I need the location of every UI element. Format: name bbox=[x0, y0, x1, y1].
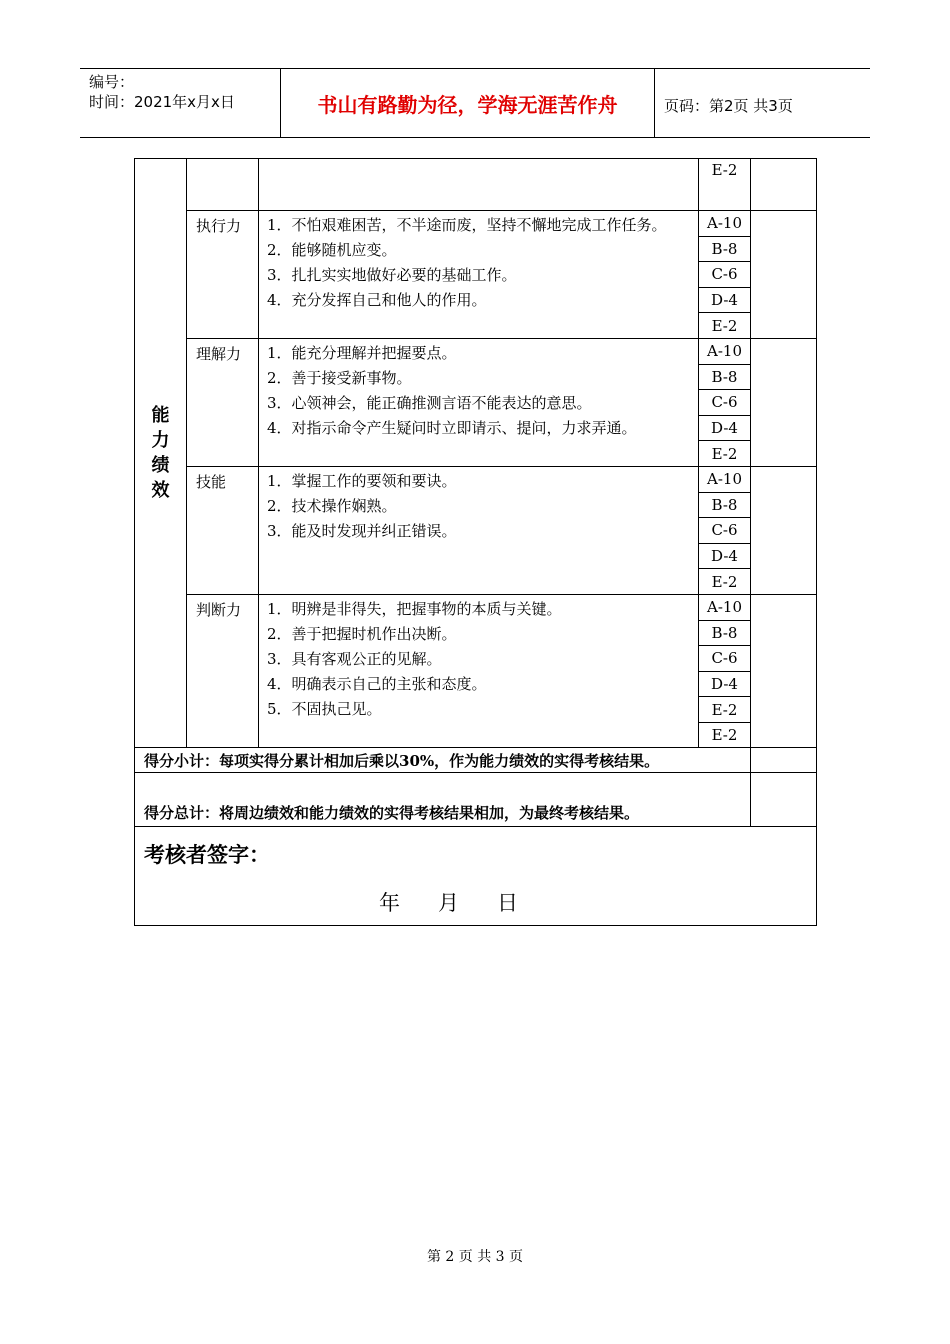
grade-cell: E-2 bbox=[699, 697, 751, 723]
page-header bbox=[80, 68, 870, 138]
empty-items-cell bbox=[259, 159, 699, 211]
criterion-item: 1．掌握工作的要领和要诀。 bbox=[267, 471, 457, 490]
grade-cell: C-6 bbox=[699, 262, 751, 288]
section-items bbox=[259, 338, 699, 466]
grade-cell: A-10 bbox=[699, 211, 751, 237]
signature-row bbox=[135, 827, 817, 926]
subtotal-row bbox=[135, 748, 817, 773]
grade-cell: D-4 bbox=[699, 671, 751, 697]
grade-cell: E-2 bbox=[699, 313, 751, 339]
score-cell[interactable] bbox=[751, 338, 817, 466]
category-label: 能力绩效 bbox=[151, 405, 170, 502]
criterion-item: 2．善于把握时机作出决断。 bbox=[267, 624, 457, 643]
header-meta bbox=[80, 69, 281, 137]
grade-cell: E-2 bbox=[699, 159, 751, 211]
table-row bbox=[135, 466, 817, 492]
grade-cell: B-8 bbox=[699, 620, 751, 646]
header-motto: 书山有路勤为径，学海无涯苦作舟 bbox=[281, 69, 655, 137]
table-row bbox=[135, 338, 817, 364]
criterion-item: 4．对指示命令产生疑问时立即请示、提问，力求弄通。 bbox=[267, 418, 637, 437]
grade-cell: C-6 bbox=[699, 518, 751, 544]
grade-cell: B-8 bbox=[699, 492, 751, 518]
criterion-item: 3．能及时发现并纠正错误。 bbox=[267, 521, 457, 540]
date-year-label: 年 bbox=[379, 891, 400, 916]
grade-cell: A-10 bbox=[699, 466, 751, 492]
criterion-item: 1．明辨是非得失，把握事物的本质与关键。 bbox=[267, 599, 562, 618]
grade-cell: E-2 bbox=[699, 569, 751, 595]
subtotal-text: 得分小计：每项实得分累计相加后乘以30%，作为能力绩效的实得考核结果。 bbox=[135, 748, 751, 773]
total-score-cell[interactable] bbox=[751, 773, 817, 827]
date-month-label: 月 bbox=[438, 891, 459, 916]
grade-cell: A-10 bbox=[699, 338, 751, 364]
time-label: 时间：2021年x月x日 bbox=[89, 93, 235, 111]
signature-label: 考核者签字： bbox=[144, 843, 270, 868]
criterion-item: 4．明确表示自己的主张和态度。 bbox=[267, 674, 487, 693]
total-row bbox=[135, 773, 817, 827]
section-items bbox=[259, 594, 699, 748]
criterion-item: 2．能够随机应变。 bbox=[267, 241, 397, 259]
criterion-item: 1．能充分理解并把握要点。 bbox=[267, 343, 457, 362]
total-text: 得分总计：将周边绩效和能力绩效的实得考核结果相加，为最终考核结果。 bbox=[135, 773, 751, 827]
evaluation-table bbox=[134, 158, 817, 926]
signature-cell[interactable] bbox=[135, 827, 817, 926]
grade-cell: D-4 bbox=[699, 415, 751, 441]
score-cell[interactable] bbox=[751, 159, 817, 211]
criterion-item: 4．充分发挥自己和他人的作用。 bbox=[267, 291, 487, 309]
section-name: 理解力 bbox=[187, 338, 259, 466]
header-page-info: 页码：第2页 共3页 bbox=[664, 97, 793, 115]
grade-cell: E-2 bbox=[699, 441, 751, 467]
score-cell[interactable] bbox=[751, 466, 817, 594]
grade-cell: B-8 bbox=[699, 236, 751, 262]
section-items bbox=[259, 466, 699, 594]
criterion-item: 3．扎扎实实地做好必要的基础工作。 bbox=[267, 266, 517, 284]
table-row bbox=[135, 594, 817, 620]
section-name: 判断力 bbox=[187, 594, 259, 748]
table-row bbox=[135, 211, 817, 237]
score-cell[interactable] bbox=[751, 211, 817, 339]
subtotal-score-cell[interactable] bbox=[751, 748, 817, 773]
grade-cell: A-10 bbox=[699, 594, 751, 620]
grade-cell: C-6 bbox=[699, 390, 751, 416]
section-items bbox=[259, 211, 699, 339]
number-label: 编号： bbox=[89, 73, 135, 91]
criterion-item: 2．善于接受新事物。 bbox=[267, 368, 412, 387]
table-row bbox=[135, 159, 817, 211]
page-footer: 第 2 页 共 3 页 bbox=[426, 1249, 524, 1265]
grade-cell: B-8 bbox=[699, 364, 751, 390]
score-cell[interactable] bbox=[751, 594, 817, 748]
criterion-item: 5．不固执己见。 bbox=[267, 699, 382, 718]
criterion-item: 1．不怕艰难困苦，不半途而废，坚持不懈地完成工作任务。 bbox=[267, 216, 667, 234]
grade-cell: D-4 bbox=[699, 543, 751, 569]
empty-name-cell bbox=[187, 159, 259, 211]
section-name: 技能 bbox=[187, 466, 259, 594]
criterion-item: 3．心领神会，能正确推测言语不能表达的意思。 bbox=[267, 393, 592, 412]
category-cell bbox=[135, 159, 187, 748]
signature-date bbox=[379, 887, 556, 917]
criterion-item: 3．具有客观公正的见解。 bbox=[267, 649, 442, 668]
date-day-label: 日 bbox=[497, 891, 518, 916]
grade-cell: E-2 bbox=[699, 722, 751, 748]
section-name: 执行力 bbox=[187, 211, 259, 339]
grade-cell: D-4 bbox=[699, 287, 751, 313]
criterion-item: 2．技术操作娴熟。 bbox=[267, 496, 397, 515]
grade-cell: C-6 bbox=[699, 646, 751, 672]
